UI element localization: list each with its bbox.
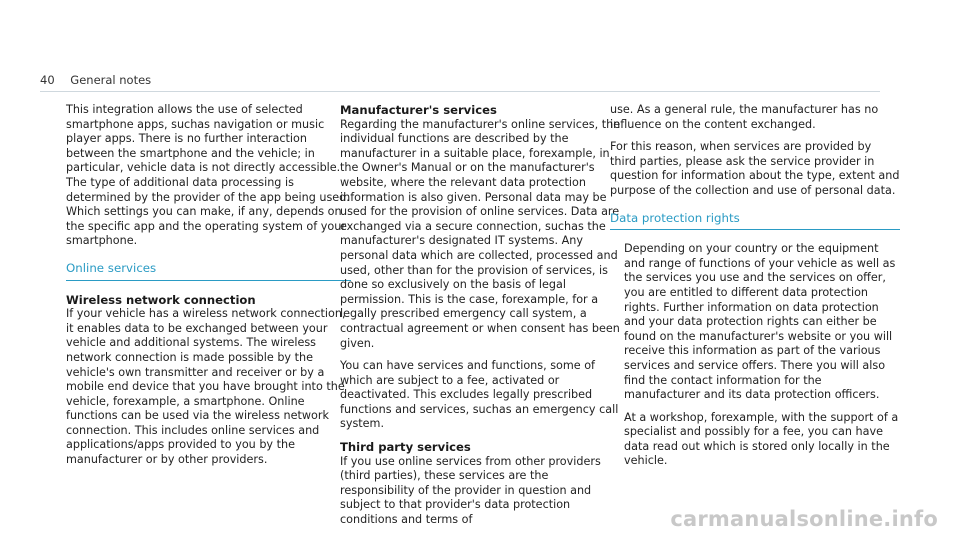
third-party-paragraph: If you use online services from other providers (third parties), these services are the responsibility of the provider in question and subject to that provider's data protection conditions and terms of [340, 454, 601, 527]
column-3 [610, 103, 900, 477]
subheading-manufacturer-services: Manufacturer's services [340, 103, 497, 117]
page-header [40, 73, 151, 87]
column-1 [66, 103, 351, 476]
subheading-third-party: Third party services [340, 440, 471, 455]
page-number: 40 [40, 73, 55, 87]
section-name: General notes [70, 73, 152, 87]
header-divider [40, 91, 880, 92]
third-party-info-paragraph: For this reason, when services are provided by third parties, please ask the service provider in question for information about the type, extent and purpose of the collection and use of personal data. [610, 140, 900, 197]
data-protection-block [610, 242, 900, 469]
intro-paragraph: This integration allows the use of selected smartphone apps, suchas navigation or music player apps. There is no further interaction between the smartphone and the vehicle; in particular, vehicle data is not directly accessible. The type of additional data processing is determined by the provider of the app being used. Which settings you can make, if any, depends on the specific app and the operating system of your smartphone. [66, 103, 350, 248]
subheading-wireless: Wireless network connection [66, 292, 256, 307]
section-title-data-protection: Data protection rights [610, 211, 900, 231]
workshop-paragraph: At a workshop, forexample, with the support of a specialist and possibly for a fee, you can have data read out which is stored only locally in the vehicle. [624, 410, 899, 468]
activation-paragraph: You can have services and functions, some of which are subject to a fee, activated or deactivated. This excludes legally prescribed functions and services, suchas an emergency call system. [340, 359, 619, 431]
manufacturer-paragraph: Regarding the manufacturer's online services, the individual functions are described by the manufacturer in a suitable place, forexample, in the Owner's Manual or on the manufacturer's website, where the relevant data protection information is also given. Personal data may be used for the provision of online services. Data are exchanged via a secure connection, suchas the manufacturer's designated IT systems. Any personal data which are collected, processed and used, other than for the provision of services, is done so exclusively on the basis of legal permission. This is the case, forexample, for a legally prescribed emergency call system, a contractual agreement or when consent has been given. [340, 117, 621, 350]
watermark-logo: carmanualsonline.info [670, 507, 938, 531]
rights-paragraph: Depending on your country or the equipment and range of functions of your vehicle as well as the services you use and the services on offer, you are entitled to different data protection rights. Further information on data protection and your data protection rights can either be found on the manufacturer's website or you will receive this information as part of the various services and service offers. There you will also find the contact information for the manufacturer and its data protection officers. [624, 242, 896, 402]
column-2 [340, 103, 625, 536]
wireless-paragraph: If your vehicle has a wireless network connection, it enables data to be exchanged between your vehicle and additional systems. The wireless network connection is made possible by the vehicle's own transmitter and receiver or by a mobile end device that you have brought into the vehicle, forexample, a smartphone. Online functions can be used via the wireless network connection. This includes online services and applications/apps provided to you by the manufacturer or by other providers. [66, 307, 346, 467]
section-title-online-services: Online services [66, 261, 351, 281]
continued-paragraph: use. As a general rule, the manufacturer has no influence on the content exchanged. [610, 103, 879, 131]
